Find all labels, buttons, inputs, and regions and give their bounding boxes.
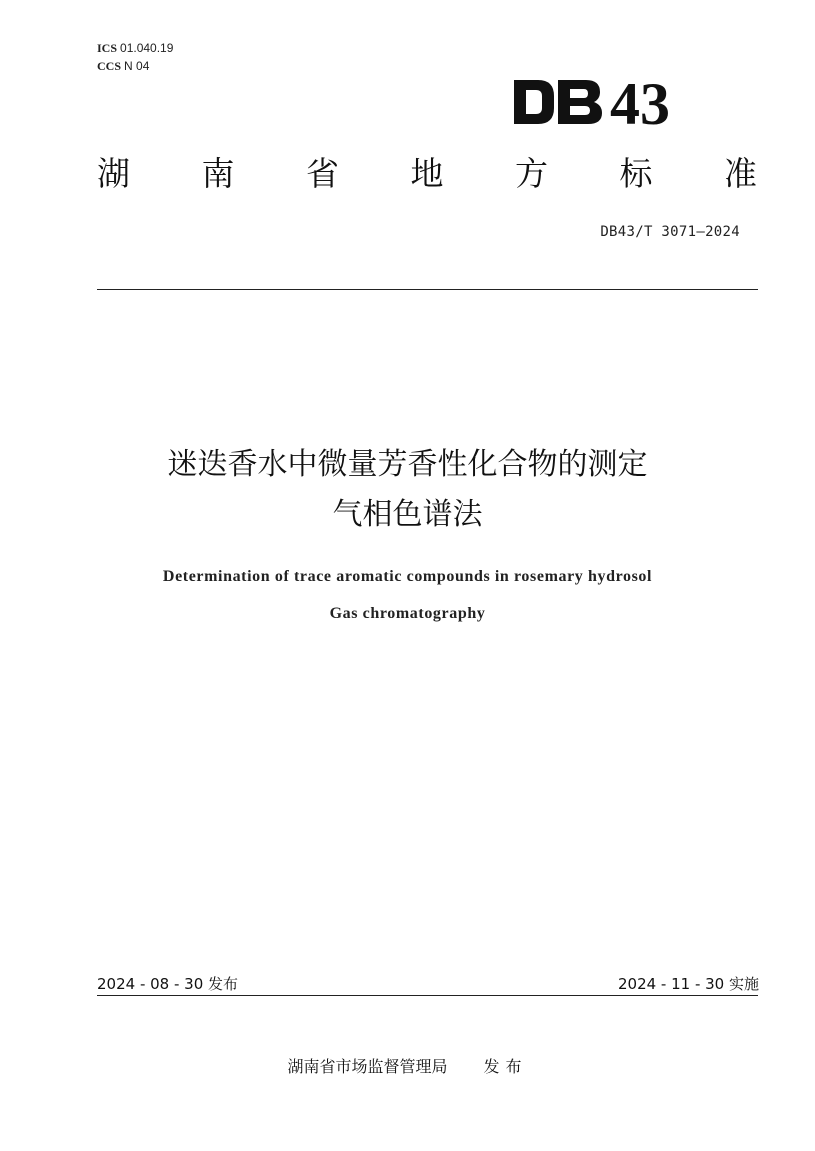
- document-title-en-line1: Determination of trace aromatic compounds in rosemary hydrosol: [162, 568, 653, 585]
- footer-divider: [97, 995, 758, 996]
- title-char: 标: [619, 154, 653, 193]
- implement-date: 2024 - 11 - 30 实施: [617, 975, 759, 993]
- publish-date: 2024 - 08 - 30 发布: [97, 975, 239, 993]
- title-char: 地: [410, 154, 444, 193]
- title-char: 方: [515, 154, 548, 193]
- document-title-cn-line1: 迷迭香水中微量芳香性化合物的测定: [167, 447, 648, 482]
- svg-text:43: 43: [610, 71, 670, 136]
- document-title-en-line2: Gas chromatography: [329, 605, 486, 622]
- title-char: 准: [724, 154, 757, 193]
- ics-label: ICS: [97, 41, 118, 55]
- issuer-action: 发布: [483, 1057, 528, 1076]
- ccs-label: CCS: [97, 59, 122, 73]
- header-divider: [97, 289, 758, 290]
- ics-value: 01.040.19: [120, 41, 174, 55]
- issuing-authority: [0, 1054, 815, 1077]
- ccs-code: [97, 57, 173, 75]
- standard-number: DB43/T 3071—2024: [600, 224, 740, 240]
- db43-logo: [512, 66, 712, 136]
- ics-code: [97, 39, 173, 57]
- ccs-value: N 04: [124, 59, 150, 73]
- title-char: 省: [306, 154, 339, 193]
- issuer-name: 湖南省市场监督管理局: [287, 1057, 448, 1076]
- document-title-cn-line2: 气相色谱法: [332, 497, 483, 532]
- standard-category-title: [97, 152, 757, 196]
- classification-codes: [97, 39, 173, 75]
- title-char: 南: [201, 154, 235, 193]
- title-char: 湖: [97, 154, 130, 193]
